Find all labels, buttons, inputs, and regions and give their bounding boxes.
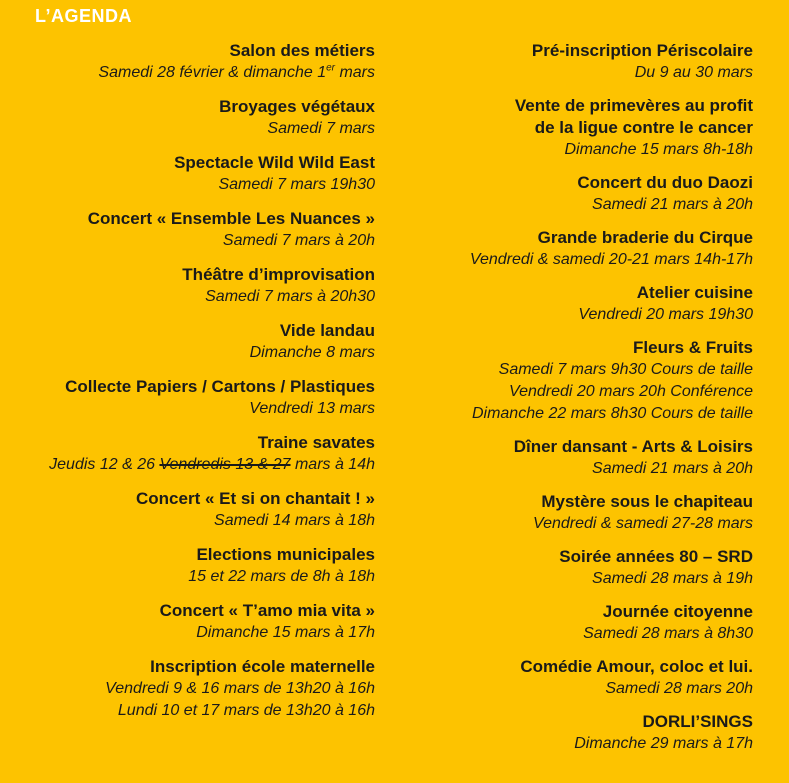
event-title: Soirée années 80 – SRD — [559, 547, 753, 566]
event-date — [49, 62, 375, 84]
ordinal-suffix: er — [326, 62, 335, 74]
agenda-event — [470, 172, 753, 216]
event-date-part: mars à 14h — [290, 456, 375, 473]
agenda-event — [470, 337, 753, 425]
agenda-event — [470, 656, 753, 700]
agenda-event — [470, 227, 753, 271]
event-title: de la ligue contre le cancer — [534, 118, 753, 137]
event-date: Samedi 7 mars à 20h — [222, 232, 375, 249]
event-date: Dimanche 29 mars à 17h — [574, 735, 753, 752]
agenda-event — [49, 376, 375, 420]
event-date: Du 9 au 30 mars — [634, 64, 753, 81]
agenda-event — [49, 264, 375, 308]
event-title: Journée citoyenne — [602, 602, 753, 621]
agenda-event — [49, 432, 375, 476]
agenda-event — [470, 491, 753, 535]
event-date: Dimanche 22 mars 8h30 Cours de taille — [471, 405, 753, 422]
agenda-event — [470, 95, 753, 161]
event-date: Vendredi & samedi 20-21 mars 14h-17h — [469, 251, 753, 268]
event-title: Concert « T’amo mia vita » — [159, 601, 375, 620]
event-title: Spectacle Wild Wild East — [174, 153, 375, 172]
event-date: Samedi 14 mars à 18h — [214, 512, 375, 529]
event-title: Vente de primevères au profit — [514, 96, 753, 115]
event-date: Dimanche 8 mars — [249, 344, 375, 361]
agenda-event — [470, 282, 753, 326]
agenda-event — [49, 656, 375, 722]
event-title: Pré-inscription Périscolaire — [531, 41, 753, 60]
agenda-event — [470, 40, 753, 84]
agenda-event — [49, 208, 375, 252]
page-title: L’AGENDA — [35, 6, 133, 26]
event-title: Grande braderie du Cirque — [537, 228, 753, 247]
event-date: Samedi 7 mars à 20h30 — [205, 288, 375, 305]
event-date: Dimanche 15 mars 8h-18h — [564, 141, 753, 158]
event-date: Samedi 7 mars 19h30 — [218, 176, 375, 193]
event-title: Concert « Ensemble Les Nuances » — [87, 209, 375, 228]
event-date: Vendredi 9 & 16 mars de 13h20 à 16h — [105, 680, 375, 697]
event-title: Vide landau — [279, 321, 375, 340]
event-title: Dîner dansant - Arts & Loisirs — [513, 437, 753, 456]
event-date: Samedi 28 mars à 19h — [592, 570, 753, 587]
event-date: Samedi 7 mars 9h30 Cours de taille — [498, 361, 753, 378]
agenda-event — [470, 711, 753, 755]
agenda-event — [470, 436, 753, 480]
agenda-event — [49, 488, 375, 532]
event-title: Atelier cuisine — [636, 283, 753, 302]
agenda-event — [49, 96, 375, 140]
event-date-part: mars — [335, 64, 375, 81]
agenda-right-column — [470, 40, 753, 766]
event-date: Samedi 7 mars — [267, 120, 375, 137]
event-title: Broyages végétaux — [219, 97, 375, 116]
event-title: DORLI’SINGS — [642, 712, 753, 731]
event-date — [49, 454, 375, 476]
event-title: Inscription école maternelle — [150, 657, 375, 676]
event-date: Vendredi & samedi 27-28 mars — [533, 515, 753, 532]
agenda-event — [49, 600, 375, 644]
agenda-event — [49, 320, 375, 364]
event-date: 15 et 22 mars de 8h à 18h — [188, 568, 375, 585]
event-date: Samedi 21 mars à 20h — [592, 196, 753, 213]
event-date-part: Jeudis 12 & 26 — [49, 456, 160, 473]
event-date: Samedi 21 mars à 20h — [592, 460, 753, 477]
event-title: Théâtre d’improvisation — [182, 265, 375, 284]
event-date: Samedi 28 mars 20h — [605, 680, 753, 697]
event-title: Mystère sous le chapiteau — [541, 492, 753, 511]
event-date-part: Samedi 28 février & dimanche 1 — [98, 64, 327, 81]
event-title: Fleurs & Fruits — [633, 338, 753, 357]
agenda-event — [470, 601, 753, 645]
agenda-event — [49, 152, 375, 196]
agenda-event — [470, 546, 753, 590]
cancelled-date: Vendredis 13 & 27 — [159, 456, 291, 473]
agenda-left-column — [49, 40, 375, 734]
event-title: Salon des métiers — [229, 41, 375, 60]
event-date: Vendredi 20 mars 20h Conférence — [509, 383, 753, 400]
agenda-event — [49, 40, 375, 84]
event-date: Lundi 10 et 17 mars de 13h20 à 16h — [117, 702, 375, 719]
event-title: Traine savates — [257, 433, 375, 452]
event-title: Concert « Et si on chantait ! » — [136, 489, 375, 508]
event-date: Vendredi 20 mars 19h30 — [578, 306, 753, 323]
event-title: Elections municipales — [196, 545, 375, 564]
agenda-event — [49, 544, 375, 588]
event-date: Samedi 28 mars à 8h30 — [583, 625, 753, 642]
event-title: Comédie Amour, coloc et lui. — [520, 657, 753, 676]
event-date: Dimanche 15 mars à 17h — [196, 624, 375, 641]
event-title: Collecte Papiers / Cartons / Plastiques — [65, 377, 375, 396]
event-title: Concert du duo Daozi — [577, 173, 753, 192]
event-date: Vendredi 13 mars — [249, 400, 375, 417]
